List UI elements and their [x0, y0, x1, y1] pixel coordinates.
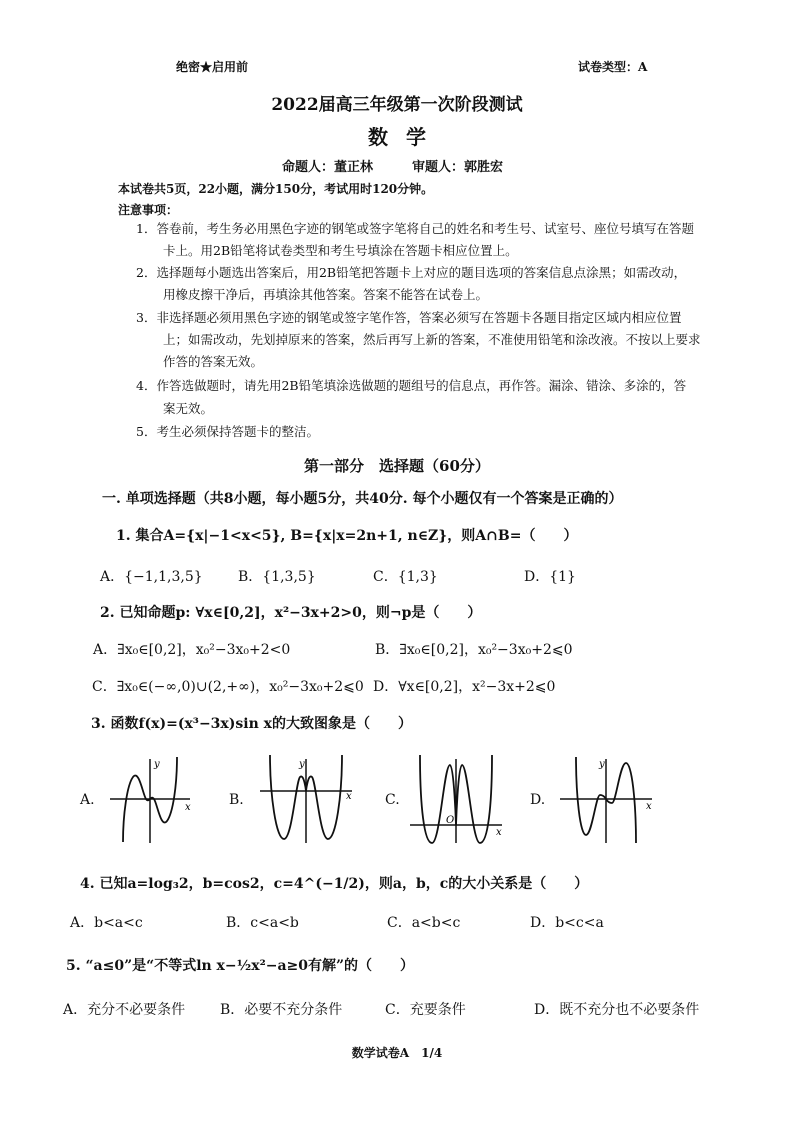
note-4-line-1: 4．作答选做题时，请先用2B铅笔填涂选做题的题组号的信息点，再作答。漏涂、错涂、多涂的，答 [136, 378, 687, 393]
graph-c-label: C. [385, 792, 400, 808]
question-4-option-c: C．a<b<c [387, 915, 461, 931]
question-2-option-c: C．∃x₀∈(−∞,0)∪(2,+∞)，x₀²−3x₀+2⩽0 [92, 679, 364, 695]
question-2-stem: 2. 已知命题p: ∀x∈[0,2]，x²−3x+2>0，则¬p是（ ） [100, 605, 482, 621]
question-1-option-a: A．{−1,1,3,5} [100, 569, 203, 585]
graph-d-label: D. [530, 792, 546, 808]
question-4-option-b: B．c<a<b [226, 915, 299, 931]
question-1-option-b: B．{1,3,5} [238, 569, 316, 585]
graph-c-origin: O [446, 815, 455, 826]
page-footer: 数学试卷A 1/4 [351, 1046, 443, 1060]
graph-b-x-label: x [346, 791, 352, 802]
section-title: 一. 单项选择题（共8小题，每小题5分，共40分. 每个小题仅有一个答案是正确的） [102, 491, 623, 507]
question-5-option-d: D．既不充分也不必要条件 [534, 1002, 700, 1018]
note-3-line-3: 作答的答案无效。 [163, 354, 264, 369]
question-1-stem: 1. 集合A={x|−1<x<5}, B={x|x=2n+1, n∈Z}，则A∩B=（ ） [116, 528, 578, 544]
question-4-option-a: A．b<a<c [70, 915, 143, 931]
graph-d-y-label: y [599, 759, 605, 770]
graph-c [406, 755, 506, 845]
note-2-line-1: 2．选择题每小题选出答案后，用2B铅笔把答题卡上对应的题目选项的答案信息点涂黑；如需改动， [136, 265, 687, 280]
question-5-option-c: C．充要条件 [385, 1002, 466, 1018]
question-2-option-d: D．∀x∈[0,2]，x²−3x+2⩽0 [373, 679, 556, 695]
question-5-option-a: A．充分不必要条件 [63, 1002, 186, 1018]
graph-a-label: A. [80, 792, 95, 808]
note-5-line-1: 5．考生必须保持答题卡的整洁。 [136, 424, 319, 439]
question-4-option-d: D．b<c<a [530, 915, 604, 931]
question-1-option-c: C．{1,3} [373, 569, 438, 585]
question-3-stem: 3. 函数f(x)=(x³−3x)sin x的大致图象是（ ） [91, 716, 412, 732]
question-5-stem: 5. “a≤0”是“不等式ln x−½x²−a≥0有解”的（ ） [66, 958, 415, 974]
subject-title: 数学 [368, 125, 444, 149]
graph-a-x-label: x [185, 802, 191, 813]
part-title: 第一部分 选择题（60分） [304, 457, 490, 475]
paper-type-label: 试卷类型：A [578, 60, 648, 74]
graph-d-x-label: x [646, 801, 652, 812]
graph-a-y-label: y [154, 759, 160, 770]
page-title: 2022届高三年级第一次阶段测试 [271, 95, 523, 115]
note-4-line-2: 案无效。 [163, 401, 214, 416]
exam-info: 本试卷共5页，22小题，满分150分，考试用时120分钟。 [118, 182, 434, 196]
notes-heading: 注意事项： [118, 203, 179, 217]
note-2-line-2: 用橡皮擦干净后，再填涂其他答案。答案不能答在试卷上。 [163, 287, 489, 302]
question-2-option-b: B．∃x₀∈[0,2]，x₀²−3x₀+2⩽0 [375, 642, 573, 658]
graph-b-y-label: y [299, 759, 305, 770]
graph-b [256, 755, 356, 845]
confidential-label: 绝密★启用前 [176, 60, 249, 74]
question-2-option-a: A．∃x₀∈[0,2]，x₀²−3x₀+2<0 [93, 642, 291, 658]
graph-a [105, 755, 195, 845]
note-3-line-2: 上；如需改动，先划掉原来的答案，然后再写上新的答案，不准使用铅笔和涂改液。不按以上要求 [163, 332, 701, 347]
note-1-line-1: 1．答卷前，考生务必用黑色字迹的钢笔或签字笔将自己的姓名和考生号、试室号、座位号填写在答题 [136, 221, 694, 236]
question-1-option-d: D．{1} [524, 569, 576, 585]
note-1-line-2: 卡上。用2B铅笔将试卷类型和考生号填涂在答题卡相应位置上。 [163, 243, 518, 258]
graph-b-label: B. [229, 792, 244, 808]
authors-line: 命题人：董正林 审题人：郭胜宏 [282, 160, 504, 175]
question-5-option-b: B．必要不充分条件 [220, 1002, 343, 1018]
question-4-stem: 4. 已知a=log₃2，b=cos2，c=4^(−1/2)，则a，b，c的大小关系是（ ） [80, 876, 589, 892]
graph-d [556, 755, 656, 845]
graph-c-x-label: x [496, 827, 502, 838]
note-3-line-1: 3．非选择题必须用黑色字迹的钢笔或签字笔作答，答案必须写在答题卡各题目指定区域内相应位置 [136, 310, 682, 325]
